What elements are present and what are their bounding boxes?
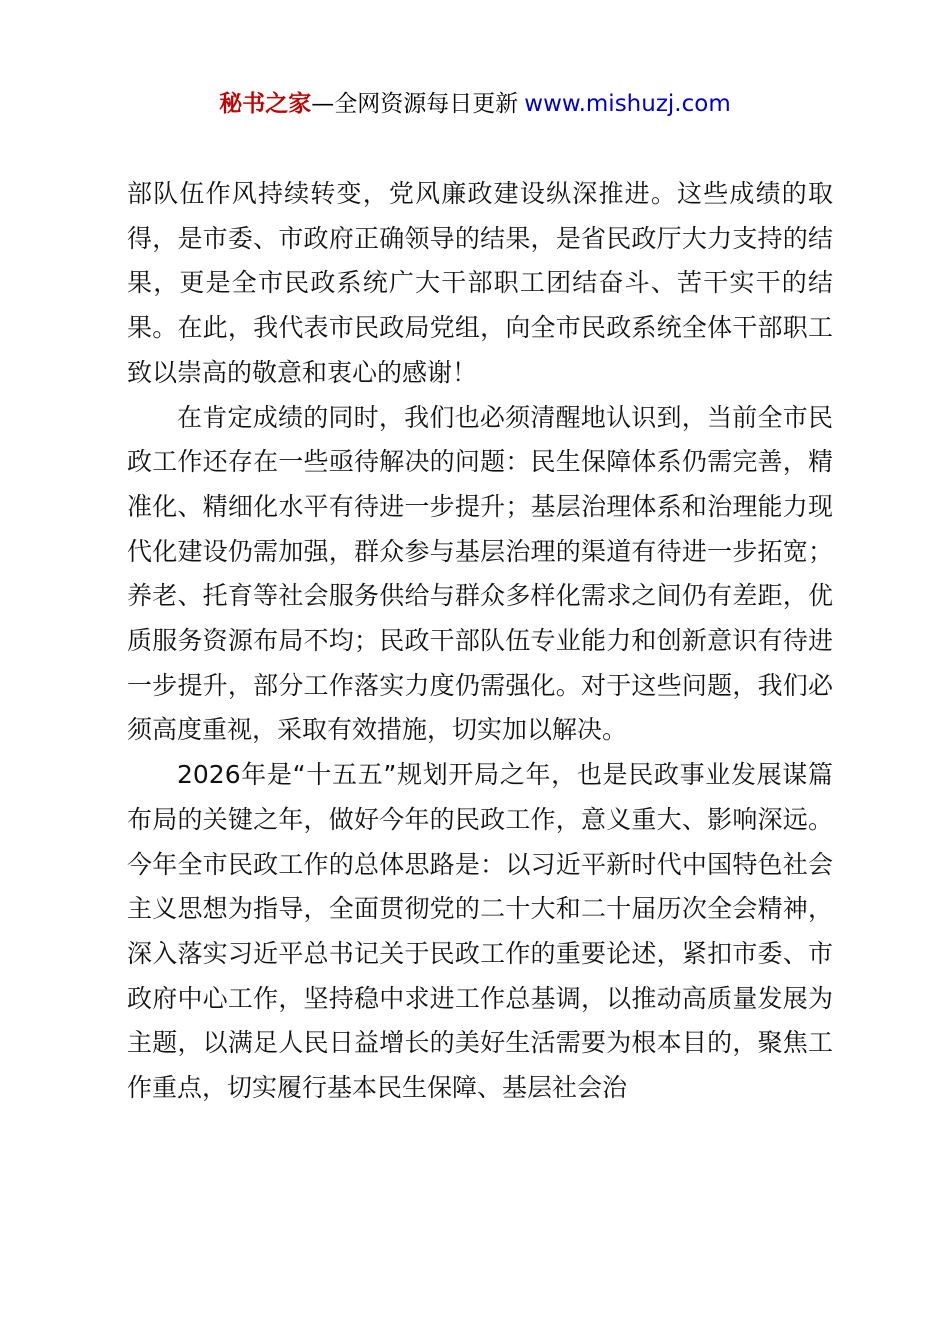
paragraph-overall-thinking: 2026年是“十五五”规划开局之年，也是民政事业发展谋篇布局的关键之年，做好今年的民政工作，意义重大、影响深远。今年全市民政工作的总体思路是：以习近平新时代中国特色社会主义思想为指导，全面贯彻党的二十大和二十届历次全会精神，深入落实习近平总书记关于民政工作的重要论述，紧扣市委、市政府中心工作，坚持稳中求进工作总基调，以推动高质量发展为主题，以满足人民日益增长的美好生活需要为根本目的，聚焦工作重点，切实履行基本民生保障、基层社会治	[127, 760, 833, 1103]
header-slogan: —全网资源每日更新	[311, 91, 519, 117]
page-header	[0, 88, 950, 120]
document-body	[127, 172, 833, 1111]
paragraph-continuation: 部队伍作风持续转变，党风廉政建设纵深推进。这些成绩的取得，是市委、市政府正确领导的结果，是省民政厅大力支持的结果，更是全市民政系统广大干部职工团结奋斗、苦干实干的结果。在此，我代表市民政局党组，向全市民政系统全体干部职工致以崇高的敬意和衷心的感谢！	[127, 179, 833, 387]
website-link[interactable]: www.mishuzj.com	[524, 91, 731, 117]
brand-name: 秘书之家	[219, 91, 312, 117]
paragraph-problems: 在肯定成绩的同时，我们也必须清醒地认识到，当前全市民政工作还存在一些亟待解决的问题：民生保障体系仍需完善，精准化、精细化水平有待进一步提升；基层治理体系和治理能力现代化建设仍需加强，群众参与基层治理的渠道有待进一步拓宽；养老、托育等社会服务供给与群众多样化需求之间仍有差距，优质服务资源布局不均；民政干部队伍专业能力和创新意识有待进一步提升，部分工作落实力度仍需强化。对于这些问题，我们必须高度重视，采取有效措施，切实加以解决。	[127, 402, 833, 745]
